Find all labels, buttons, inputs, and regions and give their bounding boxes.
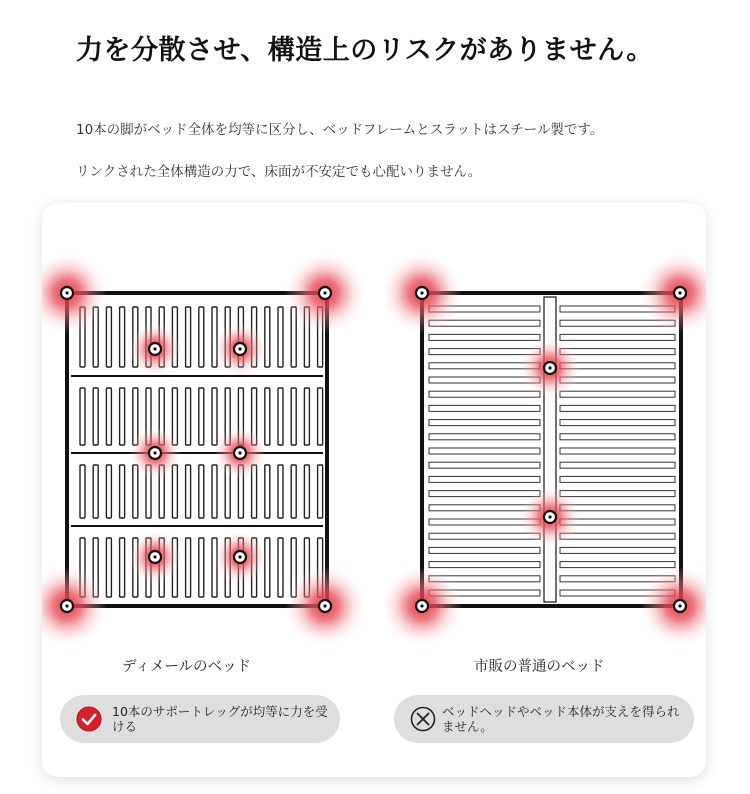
bed-diagrams — [42, 203, 706, 643]
page-heading: 力を分散させ、構造上のリスクがありません。 — [76, 35, 654, 66]
cross-icon — [410, 706, 436, 732]
slat — [429, 391, 540, 397]
slat — [560, 434, 675, 440]
support-point — [214, 427, 266, 479]
support-point — [382, 253, 462, 333]
slat — [186, 538, 191, 597]
slat — [560, 405, 675, 411]
slat — [560, 476, 675, 482]
slat — [560, 448, 675, 454]
slat — [429, 434, 540, 440]
slat — [560, 533, 675, 539]
slat — [318, 388, 323, 445]
slat — [429, 547, 540, 553]
support-point — [214, 531, 266, 583]
check-icon — [76, 706, 102, 732]
description-line-2: リンクされた全体構造の力で、床面が不安定でも心配いりません。 — [76, 164, 482, 180]
slat — [120, 307, 125, 367]
slat — [560, 391, 675, 397]
slat — [106, 465, 111, 518]
slat — [120, 538, 125, 597]
left-bed-label: ディメールのベッド — [122, 659, 252, 675]
slat — [133, 465, 138, 518]
slat — [265, 307, 270, 367]
slat — [265, 388, 270, 445]
support-point — [214, 323, 266, 375]
slat — [429, 448, 540, 454]
slat — [93, 388, 98, 445]
slat — [429, 349, 540, 355]
left-note-text: 10本のサポートレッグが均等に力を受ける — [112, 704, 328, 734]
slat — [199, 388, 204, 445]
slat — [560, 491, 675, 497]
right-bed-label: 市販の普通のベッド — [474, 659, 605, 675]
slat — [106, 307, 111, 367]
right-note-pill — [394, 695, 694, 743]
support-point — [285, 566, 365, 643]
right-note-text: ベッドヘッドやベッド本体が支えを得られません。 — [442, 704, 680, 734]
slat — [560, 462, 675, 468]
slat — [429, 533, 540, 539]
slat — [278, 538, 283, 597]
slat — [265, 538, 270, 597]
slat — [120, 388, 125, 445]
slat — [106, 388, 111, 445]
support-point — [520, 338, 580, 398]
slat — [429, 562, 540, 568]
slat — [278, 307, 283, 367]
slat — [265, 465, 270, 518]
slat — [199, 465, 204, 518]
slat — [80, 388, 85, 445]
slat — [560, 349, 675, 355]
support-point — [129, 531, 181, 583]
left-note-pill — [60, 695, 340, 743]
slat — [120, 465, 125, 518]
slat — [186, 307, 191, 367]
description-line-1: 10本の脚がベッド全体を均等に区分し、ベッドフレームとスラットはスチール製です。 — [76, 122, 604, 138]
slat — [291, 388, 296, 445]
support-point — [382, 566, 462, 643]
slat — [429, 476, 540, 482]
support-point — [285, 253, 365, 333]
slat — [212, 388, 217, 445]
support-point — [129, 427, 181, 479]
left-bed-frame — [67, 293, 327, 606]
slat — [304, 465, 309, 518]
slat — [429, 405, 540, 411]
support-point — [129, 323, 181, 375]
slat — [172, 465, 177, 518]
comparison-card — [42, 203, 706, 777]
slat — [318, 465, 323, 518]
slat — [429, 491, 540, 497]
slat — [429, 462, 540, 468]
slat — [560, 547, 675, 553]
slat — [278, 388, 283, 445]
slat — [106, 538, 111, 597]
slat — [429, 334, 540, 340]
slat — [199, 538, 204, 597]
slat — [429, 420, 540, 426]
slat — [199, 307, 204, 367]
slat — [212, 465, 217, 518]
slat — [560, 420, 675, 426]
slat — [93, 465, 98, 518]
support-point — [520, 487, 580, 547]
slat — [80, 465, 85, 518]
slat — [186, 388, 191, 445]
slat — [560, 562, 675, 568]
slat — [186, 465, 191, 518]
slat — [304, 388, 309, 445]
slat — [278, 465, 283, 518]
slat — [560, 334, 675, 340]
slat — [291, 465, 296, 518]
